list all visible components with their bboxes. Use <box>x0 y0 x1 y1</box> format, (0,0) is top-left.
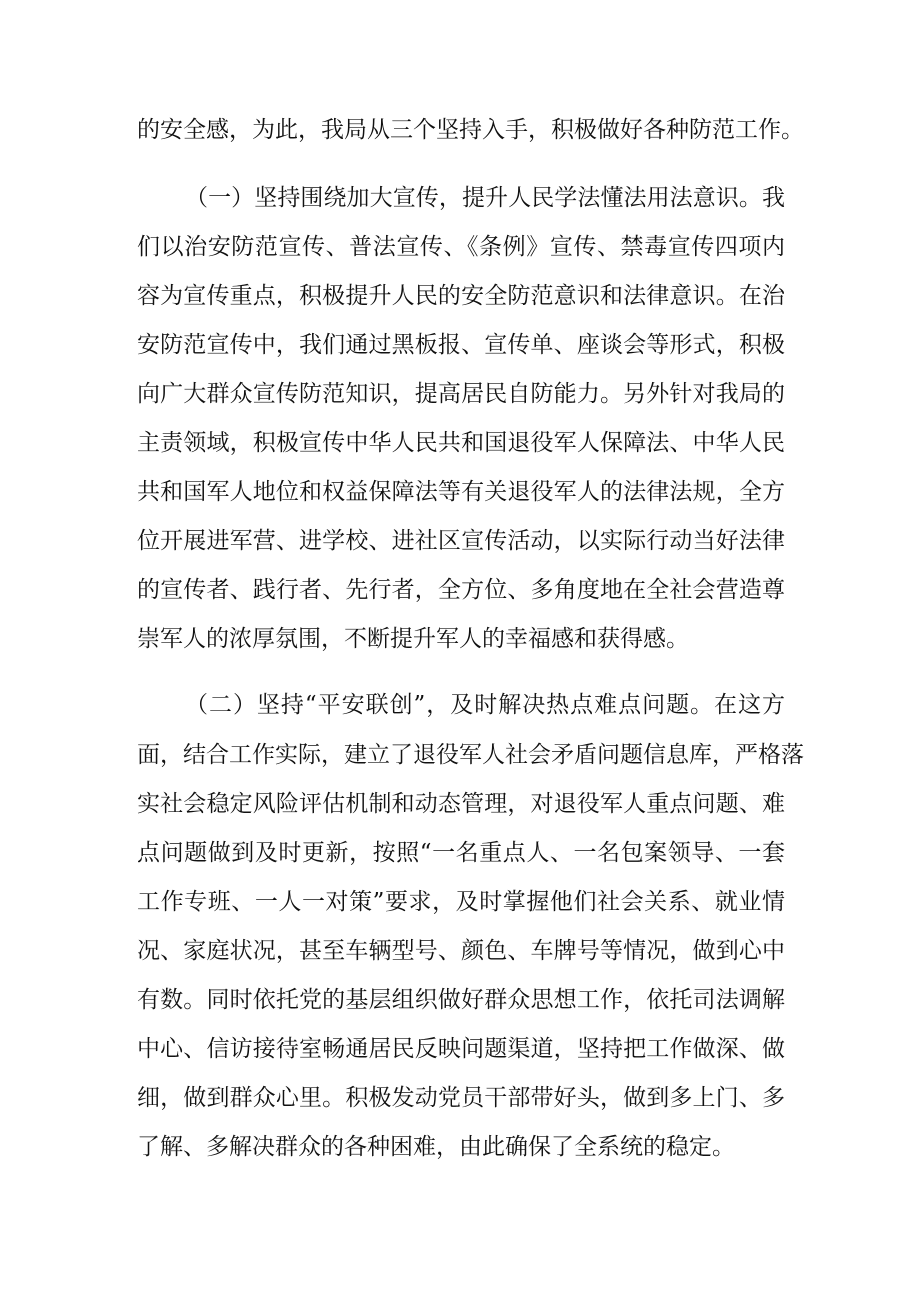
text-line: 容为宣传重点，积极提升人民的安全防范意识和法律意识。在治 <box>137 283 785 309</box>
text-line: 了解、多解决群众的各种困难，由此确保了全系统的稳定。 <box>137 1134 735 1160</box>
text-line: 安防范宣传中，我们通过黑板报、宣传单、座谈会等形式，积极 <box>137 332 785 358</box>
section-2-heading-line: （二）坚持“平安联创”，及时解决热点难点问题。在这方 <box>185 692 785 718</box>
text-line: 主责领域，积极宣传中华人民共和国退役军人保障法、中华人民 <box>137 430 785 456</box>
text-line: 崇军人的浓厚氛围，不断提升军人的幸福感和获得感。 <box>137 626 689 652</box>
text-line: 有数。同时依托党的基层组织做好群众思想工作，依托司法调解 <box>137 987 785 1013</box>
text-line: 的安全感，为此，我局从三个坚持入手，积极做好各种防范工作。 <box>137 117 804 143</box>
text-line: 点问题做到及时更新，按照“一名重点人、一名包案领导、一套 <box>137 840 785 866</box>
text-line: 共和国军人地位和权益保障法等有关退役军人的法律法规，全方 <box>137 479 785 505</box>
text-line: 细，做到群众心里。积极发动党员干部带好头，做到多上门、多 <box>137 1085 785 1111</box>
text-line: 中心、信访接待室畅通居民反映问题渠道，坚持把工作做深、做 <box>137 1036 785 1062</box>
section-1-heading-line: （一）坚持围绕加大宣传，提升人民学法懂法用法意识。我 <box>185 185 785 211</box>
text-line: 们以治安防范宣传、普法宣传、《条例》宣传、禁毒宣传四项内 <box>137 234 785 260</box>
text-line: 位开展进军营、进学校、进社区宣传活动，以实际行动当好法律 <box>137 528 785 554</box>
text-line: 向广大群众宣传防范知识，提高居民自防能力。另外针对我局的 <box>137 381 785 407</box>
text-line: 的宣传者、践行者、先行者，全方位、多角度地在全社会营造尊 <box>137 577 785 603</box>
text-line: 面，结合工作实际，建立了退役军人社会矛盾问题信息库，严格落 <box>137 742 804 768</box>
text-line: 实社会稳定风险评估机制和动态管理，对退役军人重点问题、难 <box>137 791 785 817</box>
text-line: 工作专班、一人一对策”要求，及时掌握他们社会关系、就业情 <box>137 889 785 915</box>
text-line: 况、家庭状况，甚至车辆型号、颜色、车牌号等情况，做到心中 <box>137 938 785 964</box>
